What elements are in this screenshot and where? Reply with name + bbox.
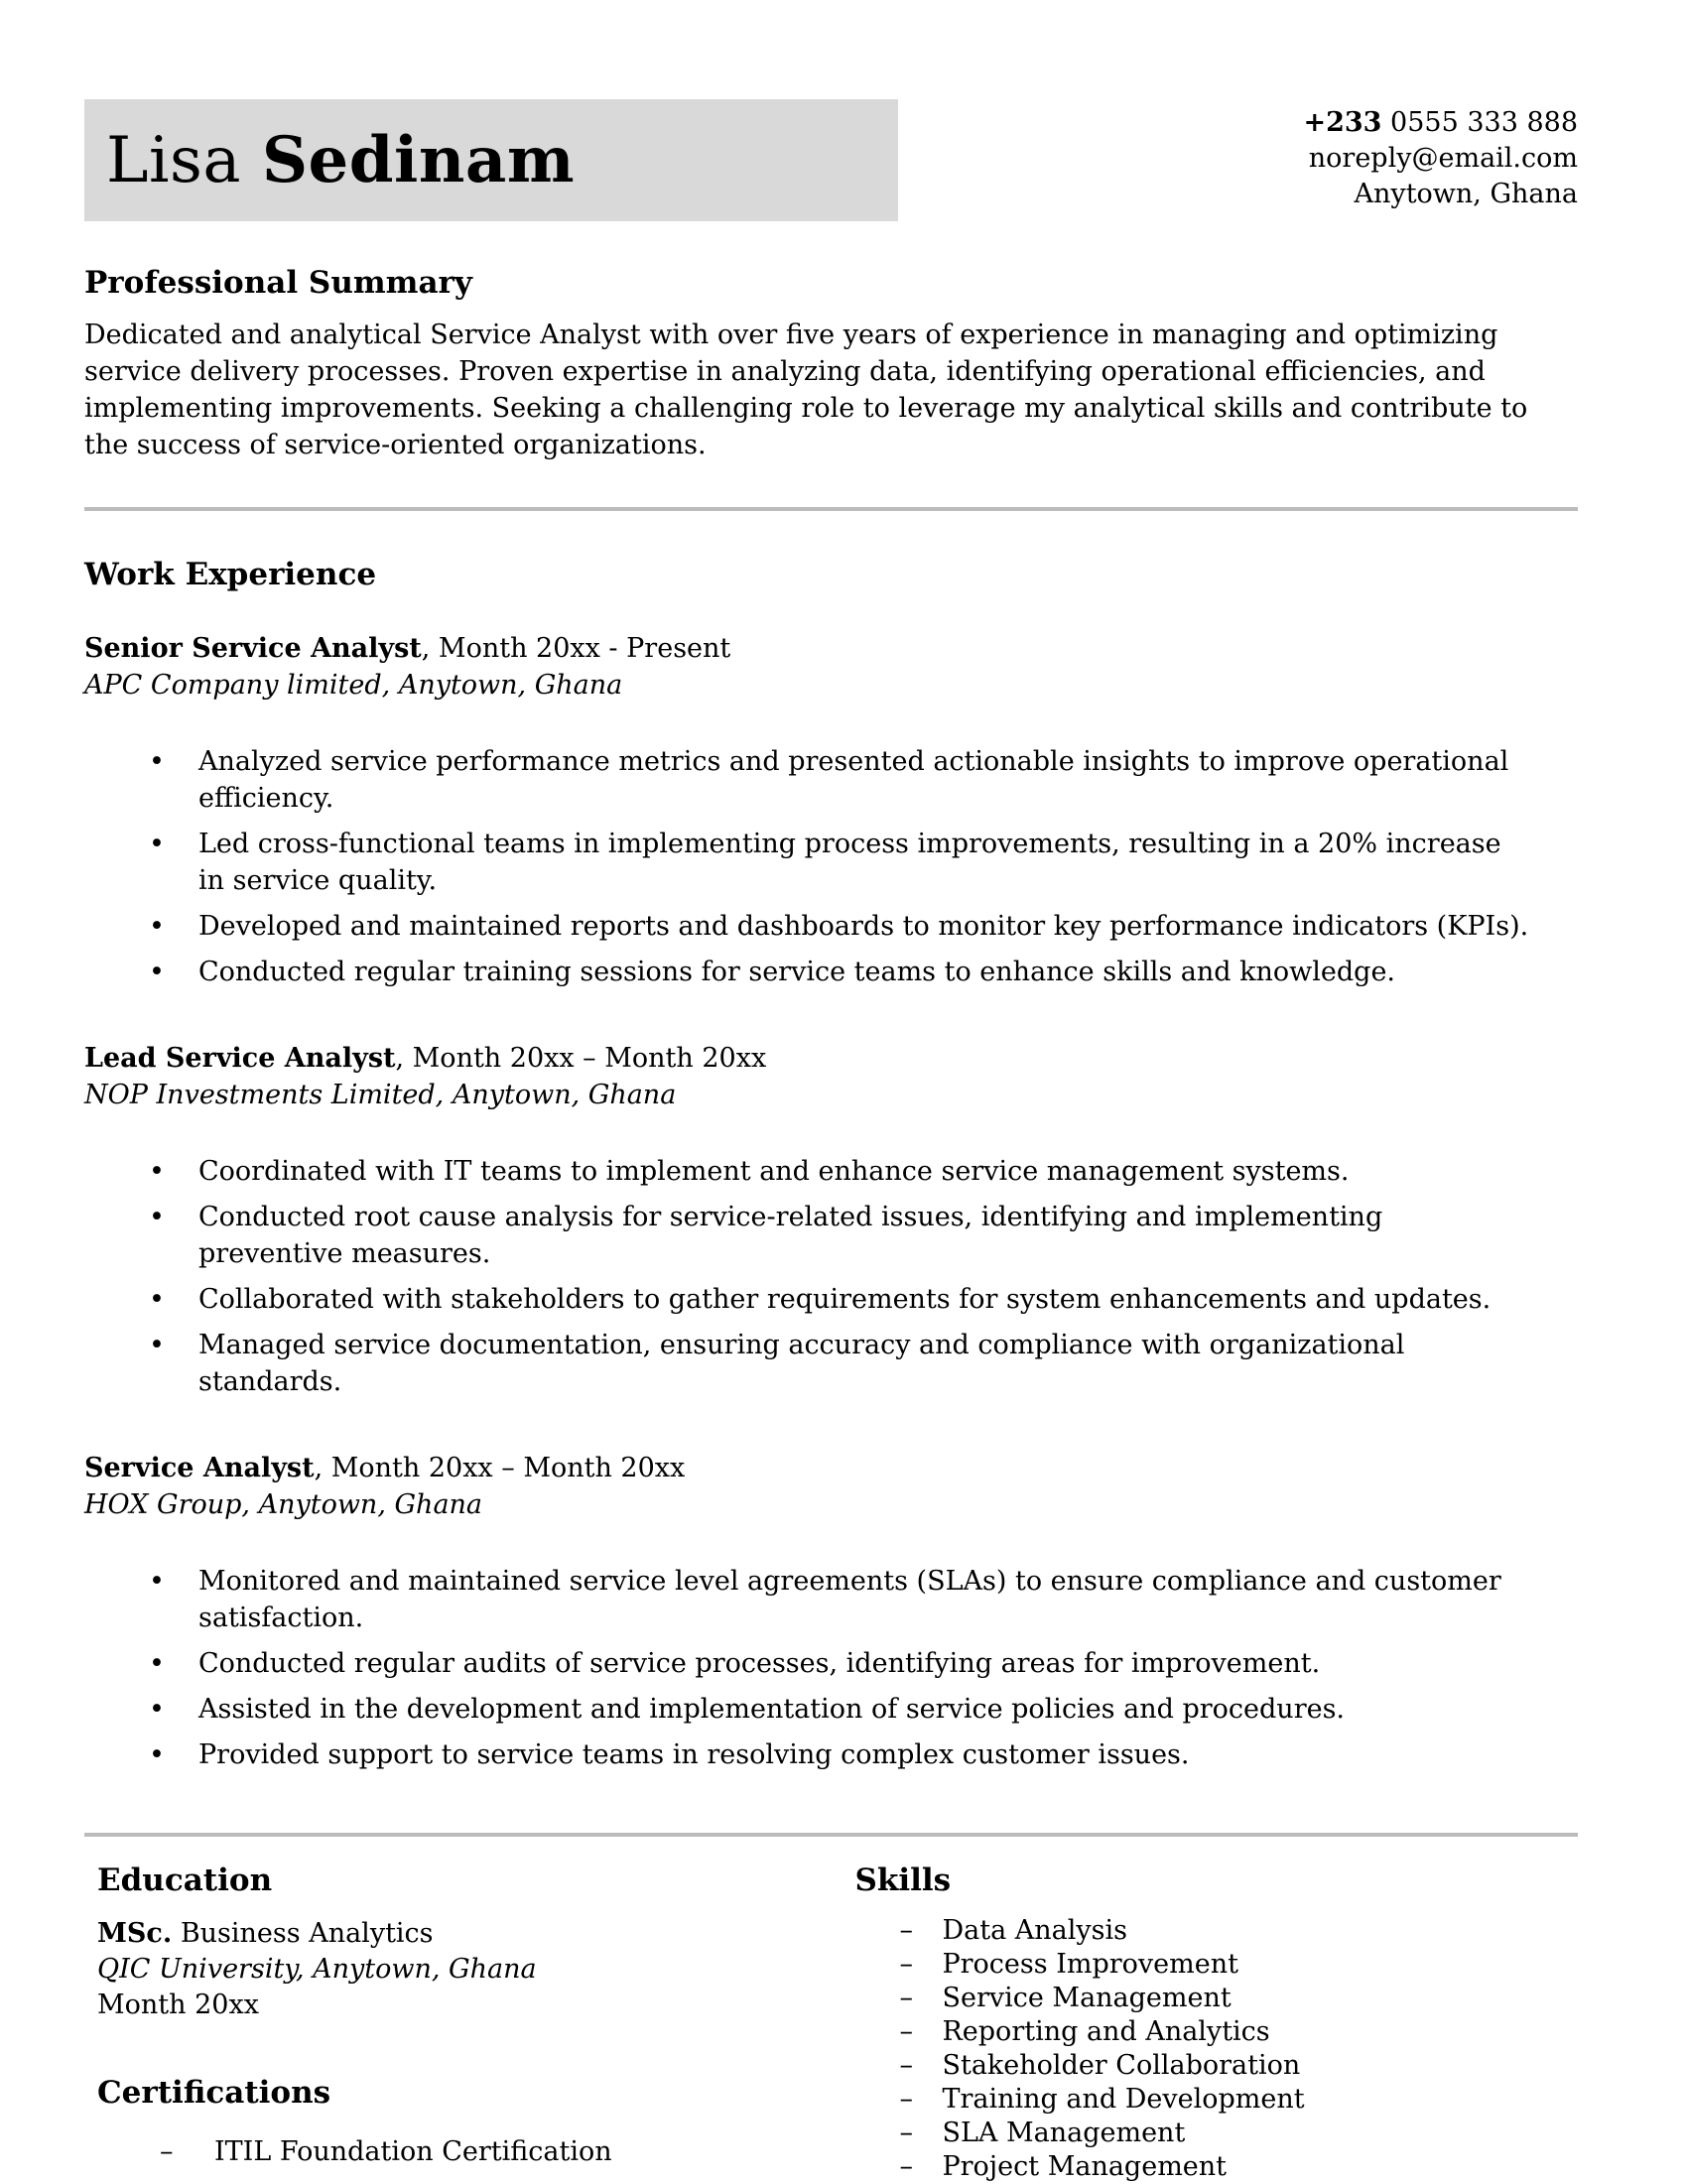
bottom-columns: [84, 1863, 1578, 2184]
job-dates: , Month 20xx – Month 20xx: [314, 1453, 686, 1483]
education-column: [97, 1863, 854, 2184]
job-bullet: • Monitored and maintained service level agreements (SLAs) to ensure compliance and customer satisfaction.: [84, 1563, 1533, 1636]
job-bullet: • Developed and maintained reports and dashboards to monitor key performance indicators (KPIs).: [84, 908, 1533, 945]
job-bullet: • Coordinated with IT teams to implement and enhance service management systems.: [84, 1153, 1533, 1190]
degree-abbr: MSc.: [97, 1918, 173, 1949]
skill-item: – Stakeholder Collaboration: [854, 2049, 1578, 2083]
job-company: APC Company limited, Anytown, Ghana: [84, 670, 623, 701]
name-highlight-bar: [84, 99, 898, 221]
education-section-title: Education: [97, 1863, 273, 1898]
job-role: Lead Service Analyst: [84, 1043, 396, 1074]
job-bullet-list: [84, 1153, 1533, 1400]
skills-list: [854, 1914, 1578, 2184]
degree-field: Business Analytics: [172, 1918, 434, 1949]
job-entry: [84, 1040, 1578, 1400]
job-title-line: [84, 1450, 1578, 1486]
job-role: Senior Service Analyst: [84, 633, 422, 664]
phone: [1303, 105, 1578, 141]
education-school: QIC University, Anytown, Ghana: [97, 1954, 537, 1985]
job-bullet: • Conducted regular audits of service processes, identifying areas for improvement.: [84, 1645, 1533, 1682]
job-bullet: • Managed service documentation, ensuring accuracy and compliance with organizational standards.: [84, 1327, 1533, 1400]
job-bullet: • Collaborated with stakeholders to gather requirements for system enhancements and updates.: [84, 1281, 1533, 1318]
job-bullet-list: [84, 1563, 1533, 1773]
email: noreply@email.com: [1308, 143, 1578, 174]
location: Anytown, Ghana: [1354, 179, 1578, 209]
job-entry: [84, 630, 1578, 990]
job-bullet: • Led cross-functional teams in implementing process improvements, resulting in a 20% increase in service quality.: [84, 826, 1533, 899]
education-degree: [97, 1916, 854, 1952]
certifications-list: [97, 2134, 854, 2170]
header: [84, 99, 1578, 221]
skill-item: – Service Management: [854, 1982, 1578, 2015]
skill-item: – SLA Management: [854, 2117, 1578, 2150]
job-company: NOP Investments Limited, Anytown, Ghana: [84, 1080, 677, 1110]
job-dates: , Month 20xx - Present: [421, 633, 731, 664]
phone-number: 0555 333 888: [1381, 107, 1578, 138]
skills-section-title: Skills: [854, 1863, 952, 1898]
job-bullet: • Conducted regular training sessions for service teams to enhance skills and knowledge.: [84, 954, 1533, 990]
summary-text: Dedicated and analytical Service Analyst with over five years of experience in managing and optimizing service delivery processes. Proven expertise in analyzing data, identifying operational efficiencies, and implementing improvements. Seeking a challenging role to leverage my analytical skills and contribute to the success of service-oriented organizations.: [84, 320, 1528, 460]
person-name: [106, 123, 575, 197]
skill-item: – Data Analysis: [854, 1914, 1578, 1948]
job-company: HOX Group, Anytown, Ghana: [84, 1489, 483, 1520]
job-bullet: • Assisted in the development and implementation of service policies and procedures.: [84, 1691, 1533, 1728]
skills-column: [854, 1863, 1578, 2184]
contact-block: [1303, 105, 1578, 212]
job-dates: , Month 20xx – Month 20xx: [395, 1043, 767, 1074]
job-role: Service Analyst: [84, 1453, 315, 1483]
job-bullet: • Analyzed service performance metrics and presented actionable insights to improve operational efficiency.: [84, 743, 1533, 817]
section-divider: [84, 1833, 1578, 1837]
job-bullet-list: [84, 743, 1533, 990]
phone-country-code: +233: [1303, 107, 1382, 138]
skill-item: – Process Improvement: [854, 1948, 1578, 1982]
section-divider: [84, 507, 1578, 511]
education-date: Month 20xx: [97, 1990, 259, 2020]
job-title-line: [84, 630, 1578, 667]
skill-item: – Reporting and Analytics: [854, 2015, 1578, 2049]
job-entry: [84, 1450, 1578, 1773]
job-bullet: • Conducted root cause analysis for service-related issues, identifying and implementing preventive measures.: [84, 1199, 1533, 1272]
skill-item: – Training and Development: [854, 2083, 1578, 2117]
job-title-line: [84, 1040, 1578, 1077]
first-name: Lisa: [106, 124, 262, 197]
certification-item: – ITIL Foundation Certification: [97, 2134, 854, 2170]
summary-section-title: Professional Summary: [84, 265, 472, 301]
last-name: Sedinam: [261, 123, 576, 197]
certifications-section-title: Certifications: [97, 2075, 331, 2111]
skill-item: – Project Management: [854, 2150, 1578, 2184]
job-bullet: • Provided support to service teams in resolving complex customer issues.: [84, 1736, 1533, 1773]
experience-section-title: Work Experience: [84, 557, 377, 592]
